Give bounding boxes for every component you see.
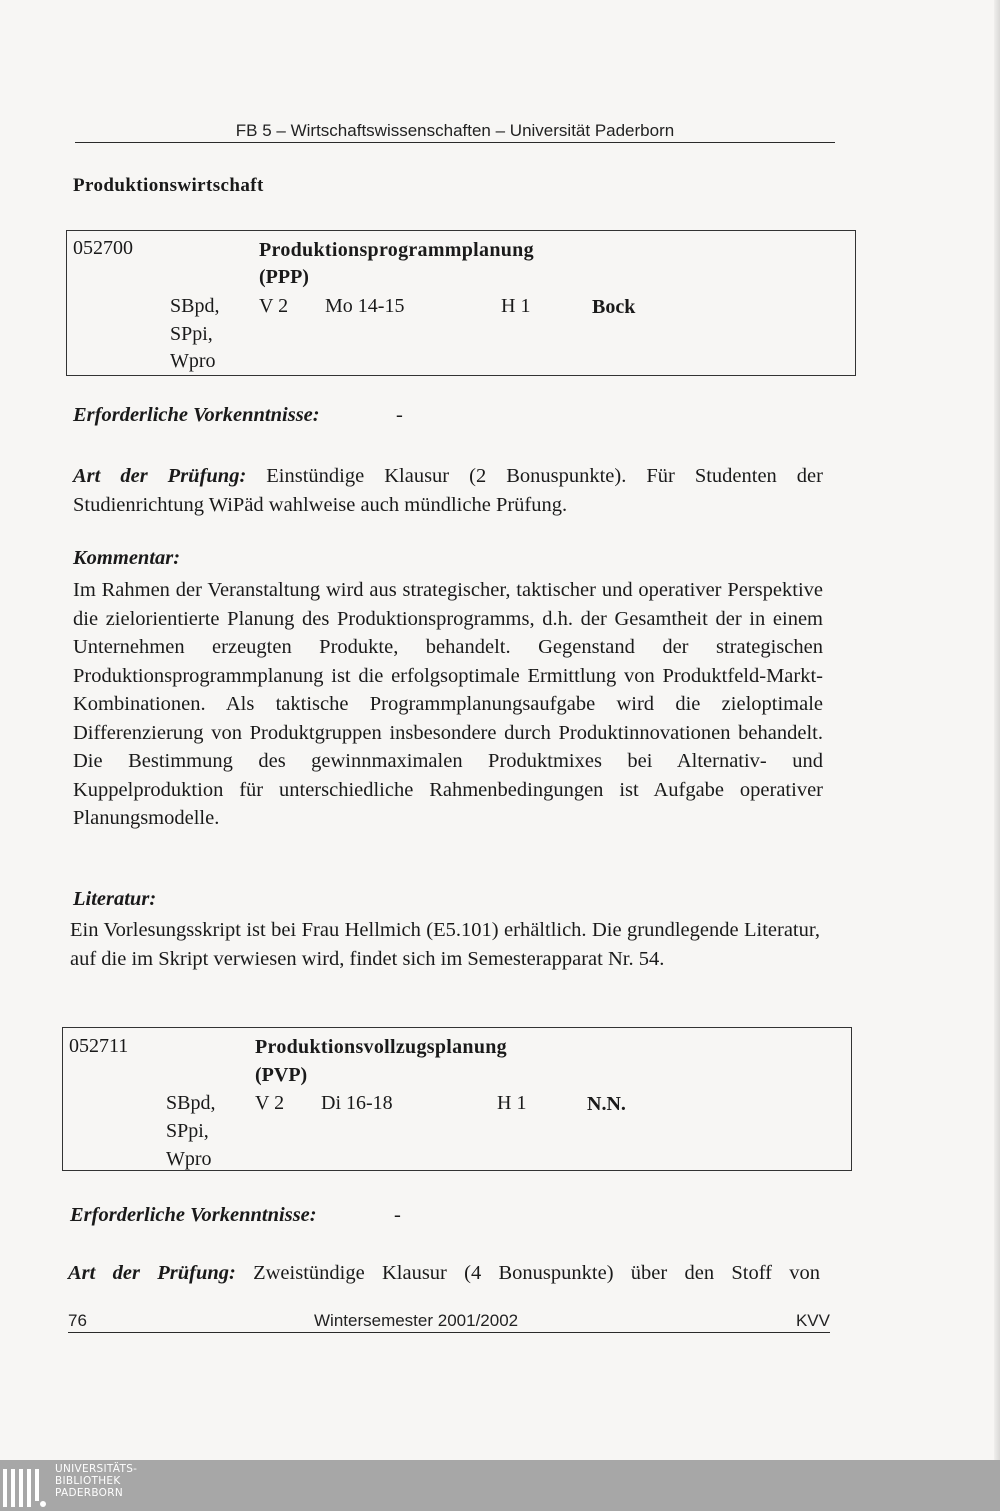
page-number: 76 bbox=[68, 1311, 87, 1330]
exam-paragraph bbox=[68, 1259, 820, 1288]
page-header: FB 5 – Wirtschaftswissenschaften – Universität Paderborn bbox=[75, 120, 835, 143]
catalog-code: KVV bbox=[795, 1311, 830, 1330]
exam-paragraph bbox=[73, 462, 823, 519]
course-time: Mo 14-15 bbox=[325, 295, 405, 317]
exam-label: Art der Prüfung: bbox=[73, 465, 247, 487]
program-code: Wpro bbox=[166, 1148, 212, 1170]
course-number: 052700 bbox=[73, 237, 133, 259]
course-box-052700 bbox=[66, 230, 856, 376]
course-number: 052711 bbox=[69, 1035, 129, 1057]
prereq-value: - bbox=[396, 404, 403, 426]
library-name-line: UNIVERSITÄTS- bbox=[55, 1463, 138, 1475]
course-type: V 2 bbox=[259, 295, 289, 317]
library-name-line: PADERBORN bbox=[55, 1487, 123, 1499]
exam-text: Zweistündige Klausur (4 Bonuspunkte) über den Stoff von bbox=[253, 1262, 821, 1284]
prereq-label: Erforderliche Vorkenntnisse: bbox=[70, 1204, 317, 1226]
course-room: H 1 bbox=[497, 1092, 527, 1114]
program-code: SPpi, bbox=[166, 1120, 209, 1142]
course-time: Di 16-18 bbox=[321, 1092, 393, 1114]
course-title: Produktionsvollzugsplanung bbox=[255, 1036, 507, 1058]
semester-label: Wintersemester 2001/2002 bbox=[314, 1311, 519, 1330]
comment-text: Im Rahmen der Veranstaltung wird aus strategischer, taktischer und operativer Perspektive die zielorientierte Planung des Produktionsprogramms, d.h. der Gesamtheit der in einem Unternehmen erzeugten Produkte, behandelt. Gegenstand der strategischen Produktionsprogrammplanung ist die erfolgsoptimale Ermittlung von Produktfeld-Markt-Kombinationen. Als taktische Programmplanungsaufgabe wird die zieloptimale Differenzierung von Produktgruppen insbesondere durch Produktinnovationen behandelt. Die Bestimmung des gewinnmaximalen Produktmixes bei Alternativ- und Kuppelproduktion für unterschiedliche Rahmenbedingungen ist Aufgabe operativer Planungsmodelle. bbox=[73, 579, 823, 829]
literature-text: Ein Vorlesungsskript ist bei Frau Hellmich (E5.101) erhältlich. Die grundlegende Literatur, auf die im Skript verwiesen wird, findet sich im Semesterapparat Nr. 54. bbox=[70, 919, 820, 970]
section-title: Produktionswirtschaft bbox=[73, 175, 264, 196]
exam-text: Einstündige Klausur (2 Bonuspunkte). Für Studenten der Studienrichtung WiPäd wahlweise auch mündliche Prüfung. bbox=[73, 465, 823, 516]
program-code: SBpd, bbox=[170, 295, 220, 317]
program-code: SPpi, bbox=[170, 323, 213, 345]
course-lecturer: Bock bbox=[592, 296, 636, 318]
prereq-value: - bbox=[394, 1204, 401, 1226]
program-code: Wpro bbox=[170, 350, 216, 372]
course-abbrev: (PVP) bbox=[255, 1064, 308, 1086]
literature-label: Literatur: bbox=[73, 888, 157, 910]
library-footer-bar bbox=[0, 1460, 1000, 1511]
course-room: H 1 bbox=[501, 295, 531, 317]
prereq-label: Erforderliche Vorkenntnisse: bbox=[73, 404, 320, 426]
library-name bbox=[55, 1463, 137, 1499]
course-type: V 2 bbox=[255, 1092, 285, 1114]
library-name-line: BIBLIOTHEK bbox=[55, 1475, 121, 1487]
library-logo-icon bbox=[3, 1463, 47, 1507]
exam-label: Art der Prüfung: bbox=[68, 1262, 236, 1284]
course-lecturer: N.N. bbox=[587, 1093, 626, 1115]
page-footer bbox=[68, 1310, 830, 1333]
course-box-052711 bbox=[62, 1027, 852, 1171]
comment-label: Kommentar: bbox=[73, 547, 181, 569]
page-edge-shadow bbox=[994, 0, 1000, 1460]
course-abbrev: (PPP) bbox=[259, 266, 309, 288]
course-title: Produktionsprogrammplanung bbox=[259, 239, 534, 261]
program-code: SBpd, bbox=[166, 1092, 216, 1114]
